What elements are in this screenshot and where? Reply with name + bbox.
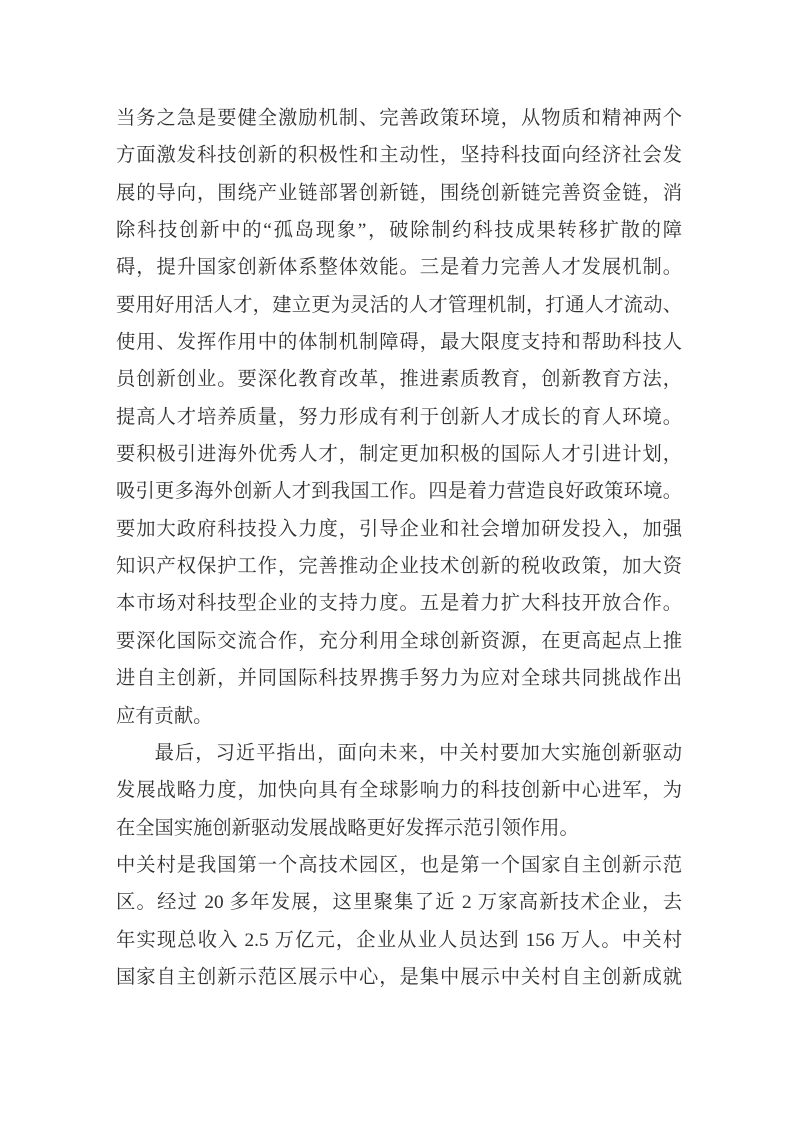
text-line: 吸引更多海外创新人才到我国工作。四是着力营造良好政策环境。 — [116, 481, 682, 503]
text-line: 本市场对科技型企业的支持力度。五是着力扩大科技开放合作。 — [116, 593, 682, 615]
paragraph-3 — [116, 847, 682, 996]
text-line: 除科技创新中的“孤岛现象”，破除制约科技成果转移扩散的障 — [116, 220, 682, 242]
text-line: 员创新创业。要深化教育改革，推进素质教育，创新教育方法， — [116, 369, 682, 391]
text-line: 要加大政府科技投入力度，引导企业和社会增加研发投入，加强 — [116, 518, 682, 540]
text-line: 应有贡献。 — [116, 705, 213, 727]
text-line: 发展战略力度，加快向具有全球影响力的科技创新中心进军，为 — [116, 780, 682, 802]
text-line: 区。经过 20 多年发展，这里聚集了近 2 万家高新技术企业，去 — [116, 892, 682, 914]
text-line: 展的导向，围绕产业链部署创新链，围绕创新链完善资金链，消 — [116, 182, 682, 204]
text-line: 在全国实施创新驱动发展战略更好发挥示范引领作用。 — [116, 817, 579, 839]
text-line: 要用好用活人才，建立更为灵活的人才管理机制，打通人才流动、 — [116, 294, 682, 316]
text-line: 国家自主创新示范区展示中心，是集中展示中关村自主创新成就 — [116, 966, 682, 988]
paragraph-2 — [116, 735, 682, 847]
text-line: 碍，提升国家创新体系整体效能。三是着力完善人才发展机制。 — [116, 257, 682, 279]
text-line: 中关村是我国第一个高技术园区，也是第一个国家自主创新示范 — [116, 854, 682, 876]
document-body — [116, 100, 682, 996]
text-line: 年实现总收入 2.5 万亿元，企业从业人员达到 156 万人。中关村 — [116, 929, 682, 951]
text-line: 要深化国际交流合作，充分利用全球创新资源，在更高起点上推 — [116, 630, 682, 652]
paragraph-1 — [116, 100, 682, 735]
text-line: 使用、发挥作用中的体制机制障碍，最大限度支持和帮助科技人 — [116, 332, 682, 354]
text-line: 最后，习近平指出，面向未来，中关村要加大实施创新驱动 — [154, 742, 682, 764]
text-line: 当务之急是要健全激励机制、完善政策环境，从物质和精神两个 — [116, 108, 682, 129]
text-line: 知识产权保护工作，完善推动企业技术创新的税收政策，加大资 — [116, 556, 682, 578]
text-line: 要积极引进海外优秀人才，制定更加积极的国际人才引进计划， — [116, 444, 682, 466]
text-line: 进自主创新，并同国际科技界携手努力为应对全球共同挑战作出 — [116, 668, 682, 690]
text-line: 提高人才培养质量，努力形成有利于创新人才成长的育人环境。 — [116, 406, 682, 428]
text-line: 方面激发科技创新的积极性和主动性，坚持科技面向经济社会发 — [116, 145, 682, 167]
